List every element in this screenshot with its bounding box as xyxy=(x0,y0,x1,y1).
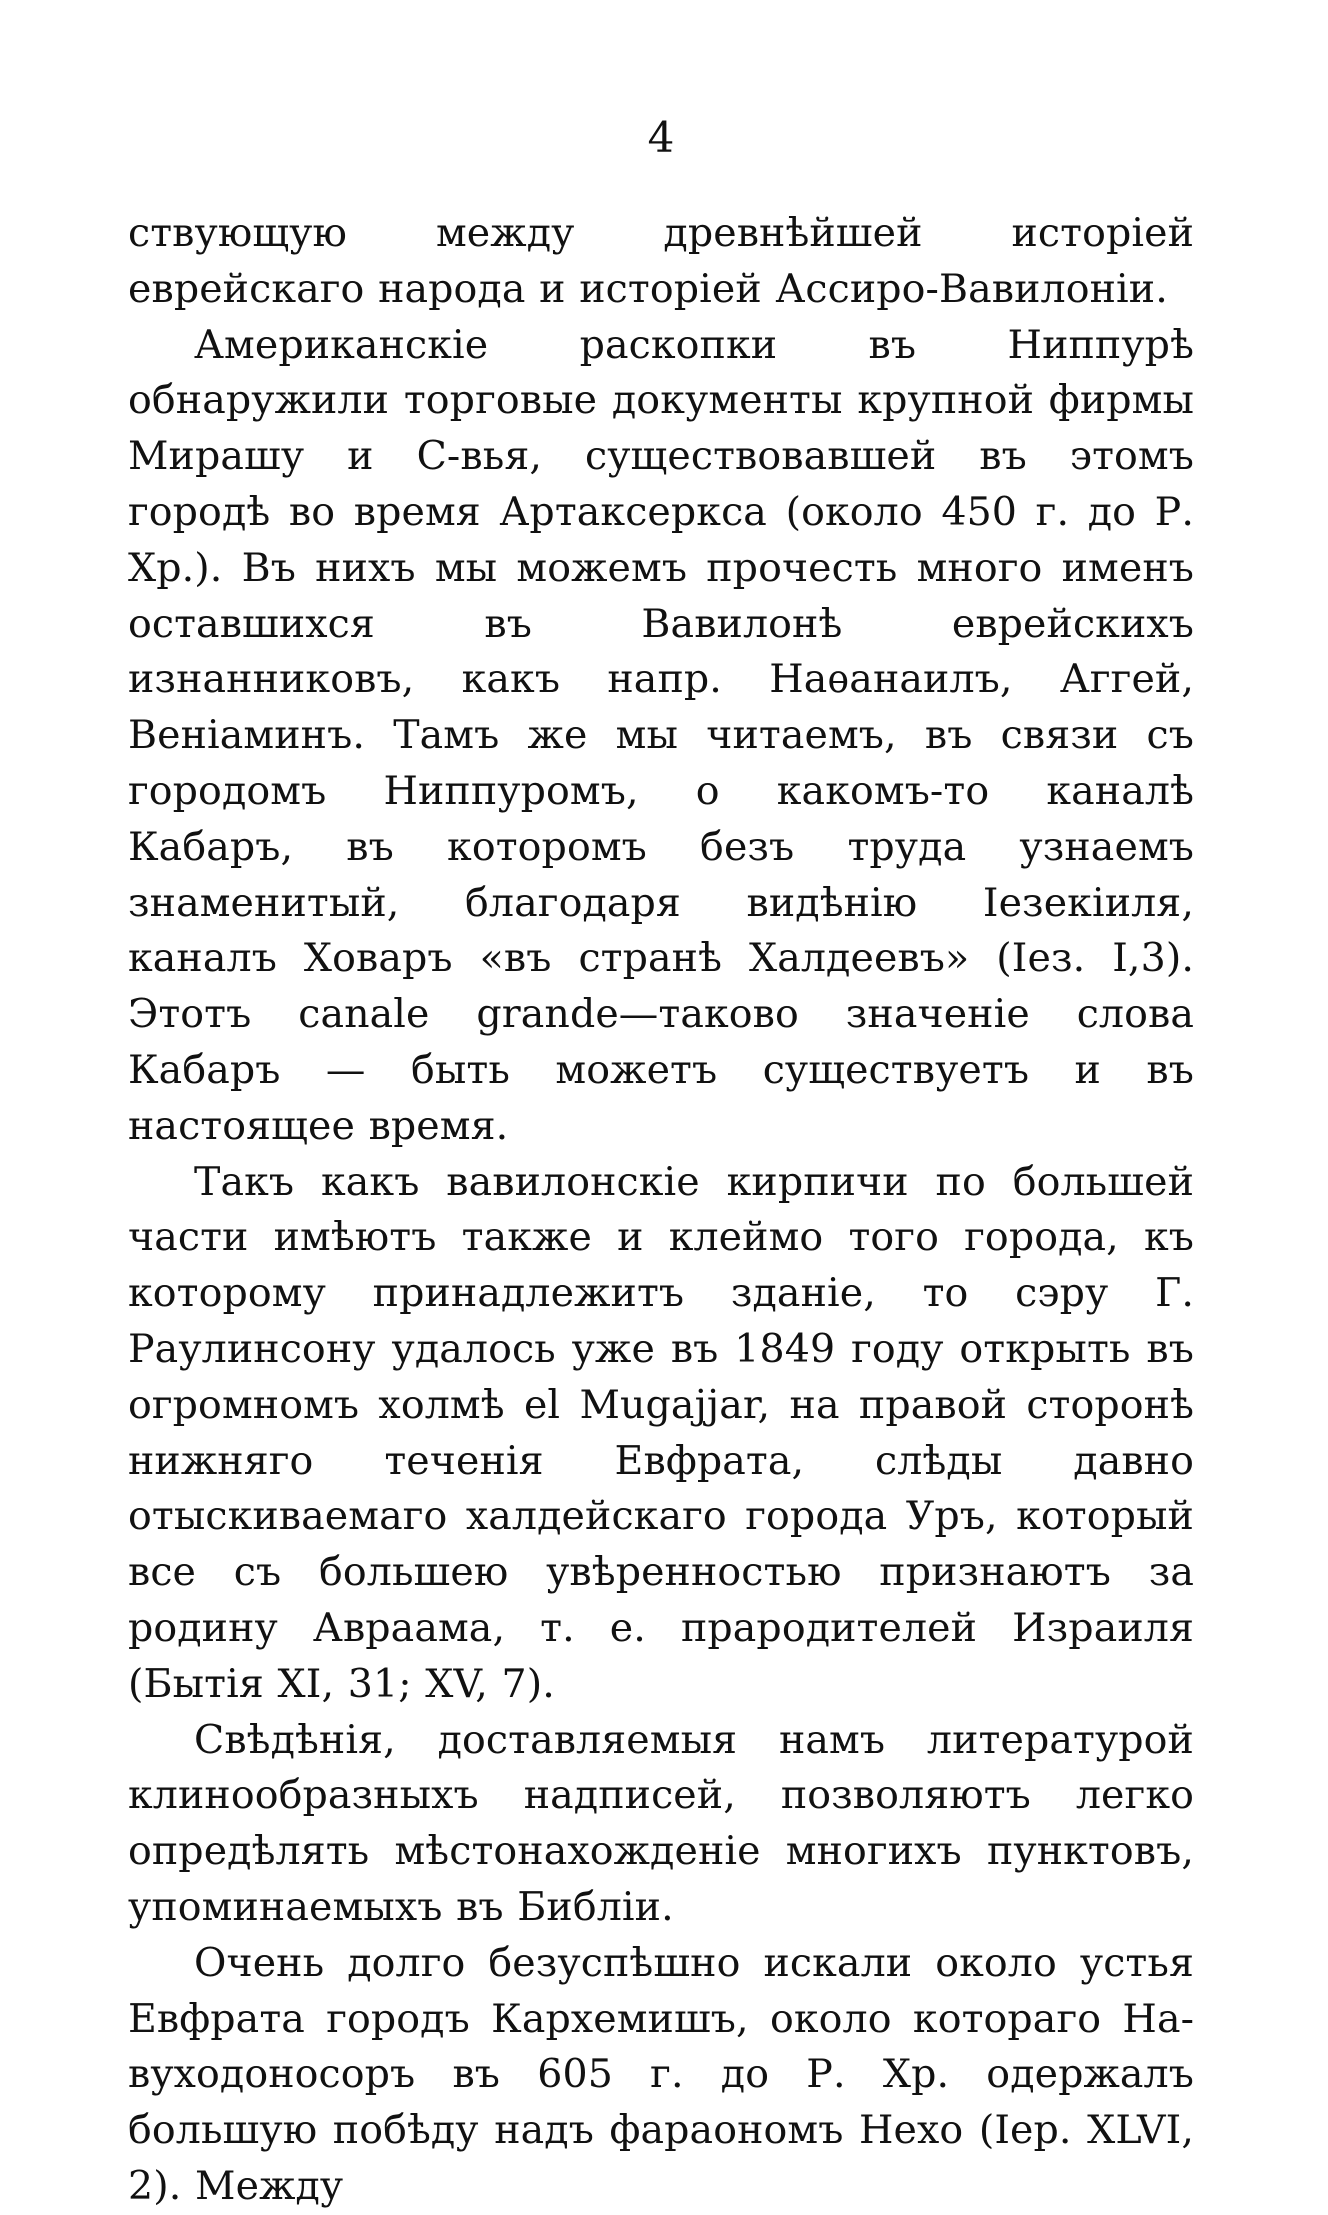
paragraph-4: Свѣдѣнія, доставляемыя намъ литературой клинообразныхъ надписей, позволяютъ легко опредѣлять мѣстонахожденіе многихъ пунктовъ, упоминаемыхъ въ Библіи. xyxy=(128,1716,1194,1930)
page-number: 4 xyxy=(647,113,675,162)
paragraph-1: ствующую между древнѣйшей исторіей еврейскаго народа и исторіей Ассиро-Вавилоніи. xyxy=(128,210,1194,312)
paragraph-2: Американскіе раскопки въ Ниппурѣ обнаружили торговые документы крупной фирмы Мирашу и С-вья, существовавшей въ этомъ городѣ во время Артаксеркса (около 450 г. до Р. Хр.). Въ нихъ мы можемъ прочесть много именъ оставшихся въ Вавилонѣ еврейскихъ изнанниковъ, какъ напр. Наѳанаилъ, Аггей, Веніаминъ. Тамъ же мы читаемъ, въ связи съ городомъ Ниппуромъ, о какомъ-то каналѣ Кабаръ, въ которомъ безъ труда узнаемъ знаменитый, благодаря видѣнію Іезекіиля, каналъ Ховаръ «въ странѣ Халдеевъ» (Іез. I,3). Этотъ canale grande—таково значеніе слова Кабаръ — быть можетъ существуетъ и въ настоящее время. xyxy=(128,321,1194,1149)
paragraph-5: Очень долго безуспѣшно искали около устья Евфрата городъ Кархемишъ, около котораго Навуходоносоръ въ 605 г. до Р. Хр. одержалъ большую побѣду надъ фараономъ Нехо (Іер. XLVI, 2). Между xyxy=(128,1939,1194,2209)
paragraph-3: Такъ какъ вавилонскіе кирпичи по большей части имѣютъ также и клеймо того города, къ которому принадлежитъ зданіе, то сэру Г. Раулинсону удалось уже въ 1849 году открыть въ огромномъ холмѣ el Mugajjar, на правой сторонѣ нижняго теченія Евфрата, слѣды давно отыскиваемаго халдейскаго города Уръ, который все съ большею увѣренностью признаютъ за родину Авраама, т. е. прародителей Израиля (Бытія XI, 31; XV, 7). xyxy=(128,1158,1194,1707)
book-page xyxy=(128,110,1194,2209)
